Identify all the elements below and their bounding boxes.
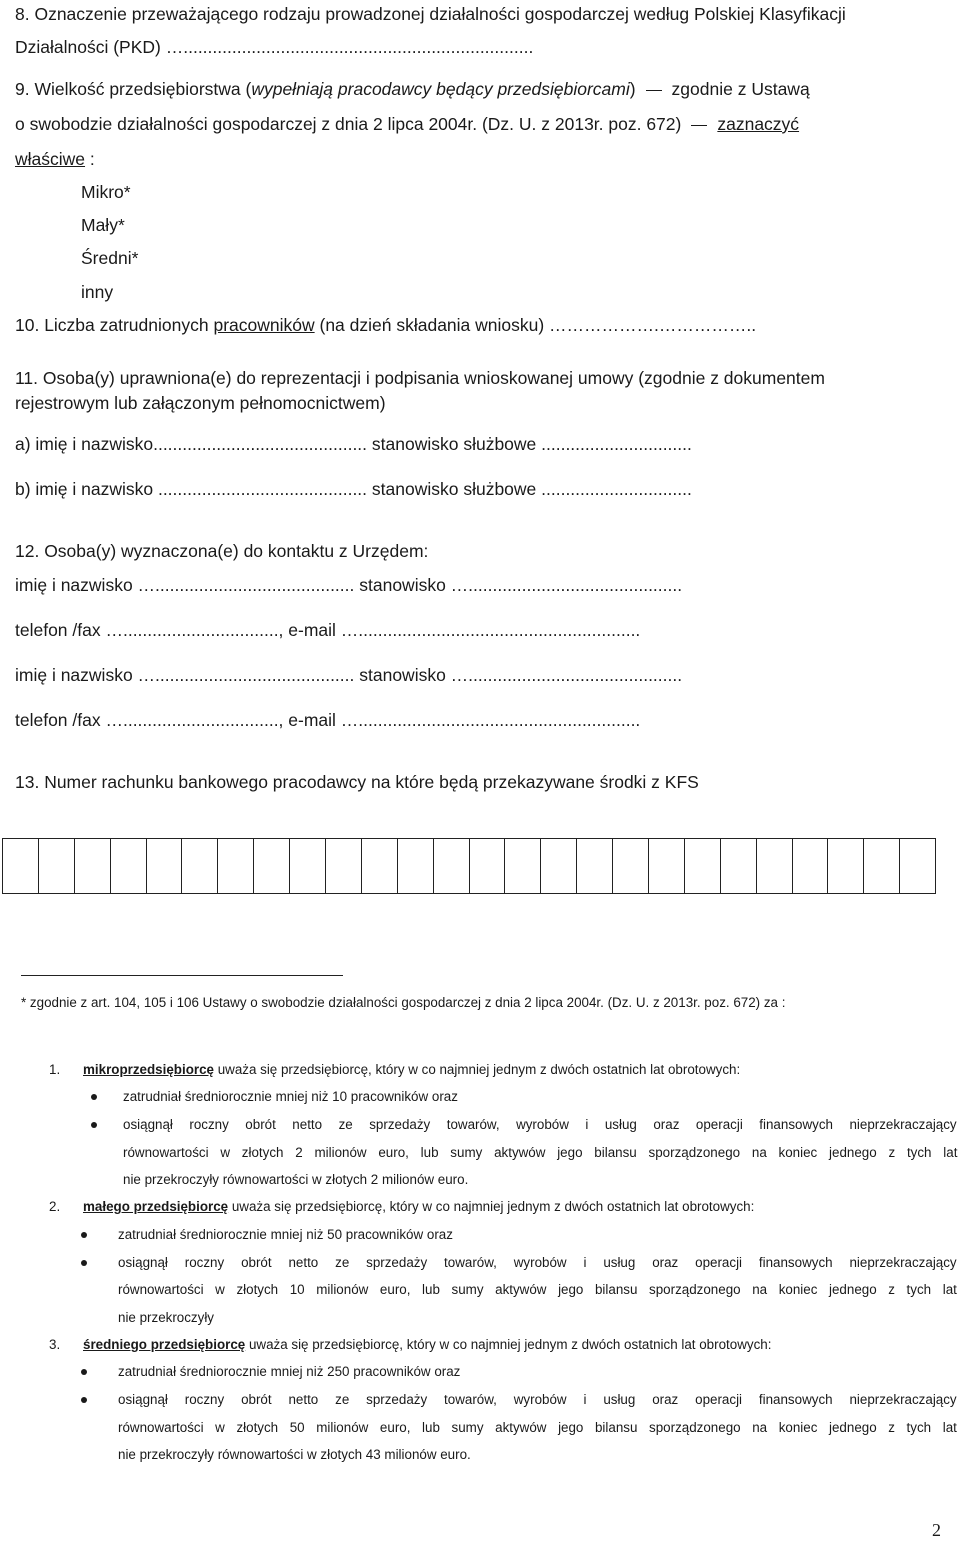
account-digit-box[interactable]	[39, 839, 75, 893]
bullet-icon	[81, 1369, 87, 1375]
company-size-tail: zgodnie z Ustawą	[671, 79, 810, 99]
pkd-label-line1: 8. Oznaczenie przeważającego rodzaju prowadzonej działalności gospodarczej według Polskiej Klasyfikacji	[15, 4, 846, 24]
account-digit-box[interactable]	[828, 839, 864, 893]
account-digit-box[interactable]	[721, 839, 757, 893]
page-number: 2	[932, 1520, 941, 1540]
footnote-item3-number: 3.	[49, 1337, 61, 1352]
medium-definition: uważa się przedsiębiorcę, który w co najmniej jednym z dwóch ostatnich lat obrotowych:	[245, 1337, 772, 1352]
bank-account-heading: 13. Numer rachunku bankowego pracodawcy na które będą przekazywane środki z KFS	[15, 772, 699, 792]
option-other[interactable]: inny	[81, 282, 114, 302]
footnote-item2-definition	[83, 1199, 754, 1214]
bullet-icon	[81, 1260, 87, 1266]
contact1-name-field[interactable]: imię i nazwisko …......................................... stanowisko …............................................	[15, 575, 683, 595]
account-digit-box[interactable]	[649, 839, 685, 893]
micro-term: mikroprzedsiębiorcę	[83, 1062, 214, 1077]
mark-instruction: zaznaczyć	[717, 114, 800, 134]
account-digit-box[interactable]	[757, 839, 793, 893]
account-digit-box[interactable]	[218, 839, 254, 893]
account-digit-box[interactable]	[75, 839, 111, 893]
account-digit-box[interactable]	[577, 839, 613, 893]
representative-heading-line2: rejestrowym lub załączonym pełnomocnictwem)	[15, 393, 386, 413]
account-digit-box[interactable]	[290, 839, 326, 893]
footnote-item2-number: 2.	[49, 1199, 61, 1214]
footnote-separator	[21, 975, 343, 976]
account-digit-box[interactable]	[613, 839, 649, 893]
contact2-name-field[interactable]: imię i nazwisko …......................................... stanowisko …............................................	[15, 665, 683, 685]
account-digit-box[interactable]	[864, 839, 900, 893]
medium-turnover-l2: równowartości w złotych 50 milionów euro, lub sumy aktywów jego bilansu sporządzonego na koniec jednego z tych lat	[118, 1420, 957, 1435]
contact2-phone-field[interactable]: telefon /fax …................................, e-mail …..........................................................	[15, 710, 641, 730]
option-micro[interactable]: Mikro*	[81, 182, 131, 202]
dash-mark	[691, 125, 707, 126]
contact-heading: 12. Osoba(y) wyznaczona(e) do kontaktu z Urzędem:	[15, 541, 429, 561]
employees-count-field[interactable]	[15, 315, 756, 336]
micro-employees: zatrudniał średniorocznie mniej niż 10 pracowników oraz	[123, 1089, 458, 1104]
company-size-suffix: )	[629, 79, 636, 99]
small-term: małego przedsiębiorcę	[83, 1199, 229, 1214]
micro-turnover-l2: równowartości w złotych 2 milionów euro, lub sumy aktywów jego bilansu sporządzonego na koniec jednego z tych lat	[123, 1145, 958, 1160]
company-size-italic-note: wypełniają pracodawcy będący przedsiębiorcami	[251, 79, 630, 99]
account-digit-box[interactable]	[900, 839, 935, 893]
colon: :	[85, 149, 95, 169]
bullet-icon	[91, 1094, 97, 1100]
footnote-item3-definition	[83, 1337, 771, 1352]
company-size-prefix: 9. Wielkość przedsiębiorstwa (	[15, 79, 252, 99]
account-digit-box[interactable]	[793, 839, 829, 893]
account-digit-box[interactable]	[182, 839, 218, 893]
account-digit-box[interactable]	[505, 839, 541, 893]
account-digit-box[interactable]	[470, 839, 506, 893]
option-small[interactable]: Mały*	[81, 215, 125, 235]
small-turnover-l1: osiągnął roczny obrót netto ze sprzedaży towarów, wyrobów i usług oraz operacji finansowych nieprzekraczający	[118, 1255, 957, 1270]
account-digit-box[interactable]	[326, 839, 362, 893]
company-size-law-ref: o swobodzie działalności gospodarczej z dnia 2 lipca 2004r. (Dz. U. z 2013r. poz. 672)	[15, 114, 682, 134]
account-digit-box[interactable]	[3, 839, 39, 893]
employees-word: pracowników	[213, 315, 315, 335]
option-medium[interactable]: Średni*	[81, 248, 139, 268]
footnote-intro: * zgodnie z art. 104, 105 i 106 Ustawy o swobodzie działalności gospodarczej z dnia 2 lipca 2004r. (Dz. U. z 2013r. poz. 672) za :	[21, 995, 786, 1010]
medium-employees: zatrudniał średniorocznie mniej niż 250 pracowników oraz	[118, 1364, 461, 1379]
account-digit-box[interactable]	[685, 839, 721, 893]
account-digit-box[interactable]	[398, 839, 434, 893]
small-turnover-l2: równowartości w złotych 10 milionów euro, lub sumy aktywów jego bilansu sporządzonego na koniec jednego z tych lat	[118, 1282, 957, 1297]
small-employees: zatrudniał średniorocznie mniej niż 50 pracowników oraz	[118, 1227, 453, 1242]
representative-a-field[interactable]: a) imię i nazwisko............................................ stanowisko służbowe ...............................	[15, 434, 692, 454]
dash-mark	[646, 90, 662, 91]
account-digit-box[interactable]	[147, 839, 183, 893]
account-digit-box[interactable]	[362, 839, 398, 893]
representative-b-field[interactable]: b) imię i nazwisko ........................................... stanowisko służbowe ...............................	[15, 479, 692, 499]
company-size-heading	[15, 79, 810, 100]
bullet-icon	[91, 1122, 97, 1128]
medium-turnover-l3: nie przekroczyły równowartości w złotych 43 milionów euro.	[118, 1447, 471, 1462]
bullet-icon	[81, 1397, 87, 1403]
representative-heading-line1: 11. Osoba(y) uprawniona(e) do reprezentacji i podpisania wnioskowanej umowy (zgodnie z dokumentem	[15, 368, 825, 388]
account-digit-box[interactable]	[254, 839, 290, 893]
micro-turnover-l3: nie przekroczyły równowartości w złotych 2 milionów euro.	[123, 1172, 469, 1187]
medium-term: średniego przedsiębiorcę	[83, 1337, 246, 1352]
medium-turnover-l1: osiągnął roczny obrót netto ze sprzedaży towarów, wyrobów i usług oraz operacji finansowych nieprzekraczający	[118, 1392, 957, 1407]
pkd-label-line2: Działalności (PKD) …........................................................................	[15, 37, 534, 57]
account-digit-box[interactable]	[541, 839, 577, 893]
proper-word: właściwe	[15, 149, 86, 169]
bullet-icon	[81, 1232, 87, 1238]
company-size-line3	[15, 149, 95, 170]
account-digit-box[interactable]	[434, 839, 470, 893]
footnote-item1-number: 1.	[49, 1062, 61, 1077]
contact1-phone-field[interactable]: telefon /fax …................................, e-mail …..........................................................	[15, 620, 641, 640]
small-definition: uważa się przedsiębiorcę, który w co najmniej jednym z dwóch ostatnich lat obrotowych:	[228, 1199, 755, 1214]
account-digit-box[interactable]	[111, 839, 147, 893]
footnote-item1-definition	[83, 1062, 740, 1077]
small-turnover-l3: nie przekroczyły	[118, 1310, 214, 1325]
micro-turnover-l1: osiągnął roczny obrót netto ze sprzedaży towarów, wyrobów i usług oraz operacji finansowych nieprzekraczający	[123, 1117, 957, 1132]
employees-label: 10. Liczba zatrudnionych	[15, 315, 214, 335]
employees-dots: (na dzień składania wniosku) ……………….……………..	[314, 315, 757, 335]
company-size-line2	[15, 114, 799, 135]
micro-definition: uważa się przedsiębiorcę, który w co najmniej jednym z dwóch ostatnich lat obrotowych:	[213, 1062, 741, 1077]
bank-account-number-boxes[interactable]	[2, 838, 936, 894]
